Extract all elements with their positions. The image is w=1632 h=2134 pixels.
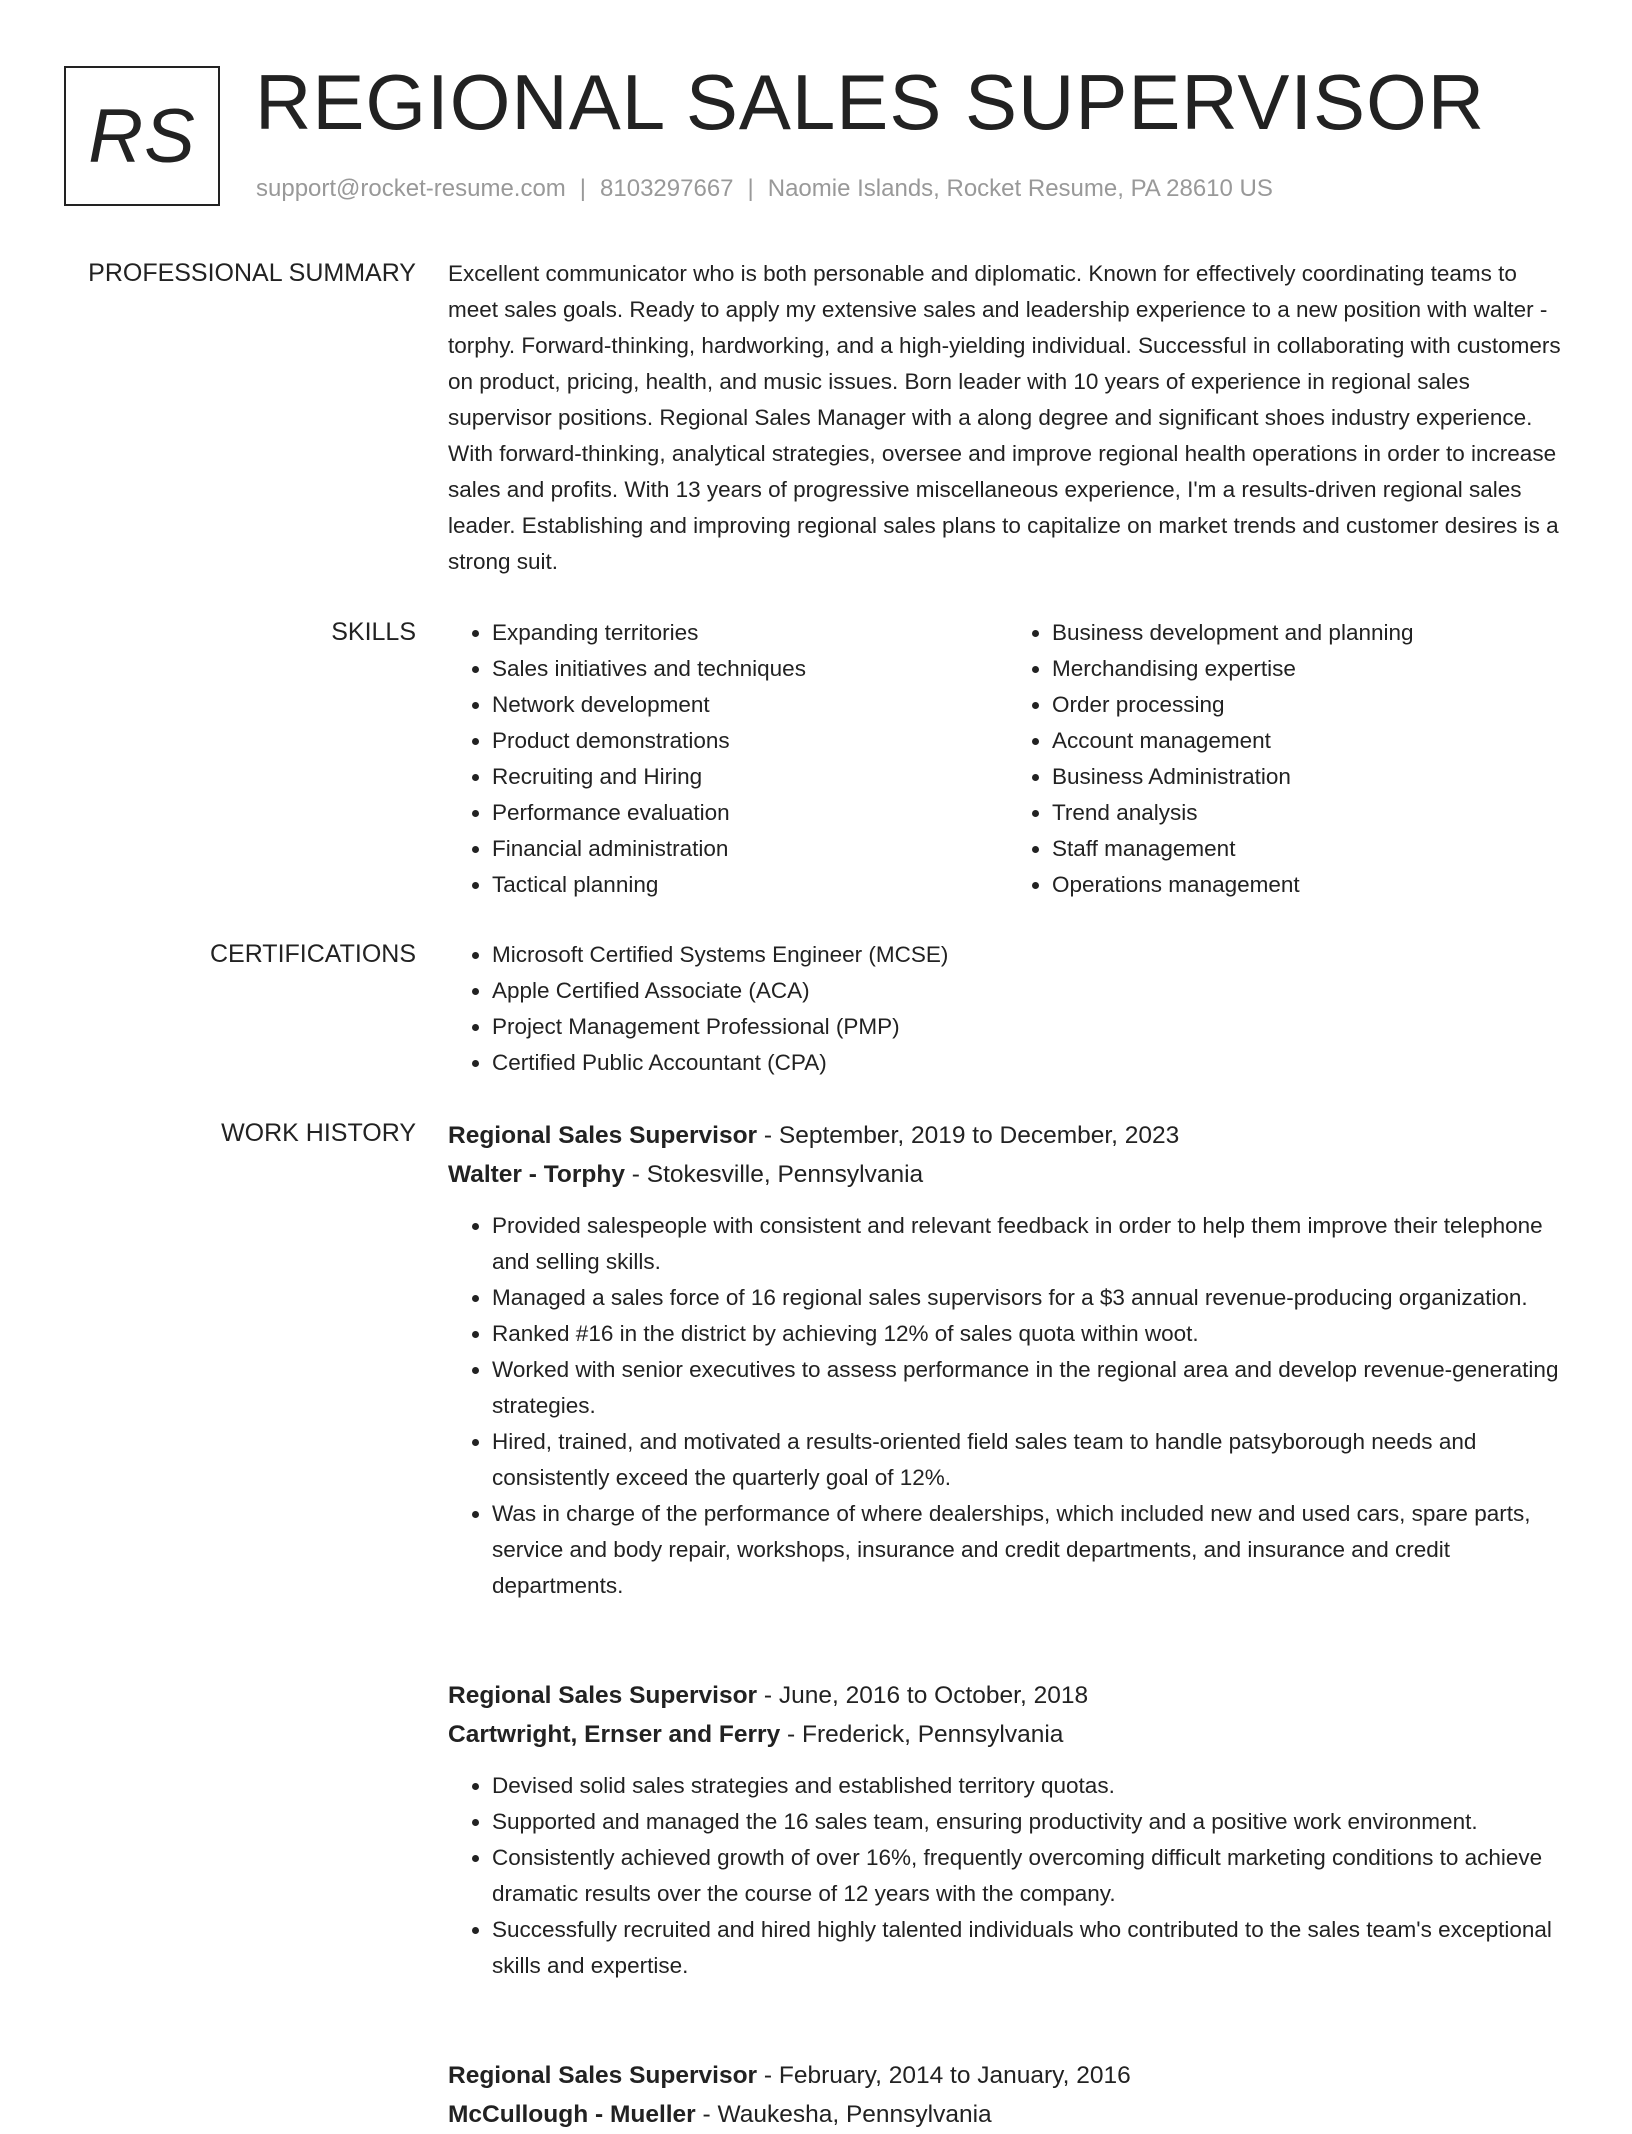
job-company: Cartwright, Ernser and Ferry bbox=[448, 1721, 781, 1748]
monogram-initials: RS bbox=[88, 93, 196, 179]
job-bullet: • Devised solid sales strategies and established territory quotas. bbox=[492, 1768, 1568, 1804]
skill-item: • Merchandising expertise bbox=[1052, 651, 1568, 687]
job-title: Regional Sales Supervisor bbox=[448, 1122, 758, 1149]
skill-item: • Account management bbox=[1052, 723, 1568, 759]
job-bullet: • Provided salespeople with consistent and relevant feedback in order to help them improve their telephone and selling skills. bbox=[492, 1208, 1568, 1280]
page-title: REGIONAL SALES SUPERVISOR bbox=[255, 58, 1486, 146]
skill-item: • Business Administration bbox=[1052, 759, 1568, 795]
job-bullet: • Managed a sales force of 16 regional sales supervisors for a $3 annual revenue-producing organization. bbox=[492, 1280, 1568, 1316]
contact-separator: | bbox=[579, 175, 587, 202]
job-dates: - February, 2014 to January, 2016 bbox=[757, 2062, 1131, 2089]
skill-item: • Financial administration bbox=[492, 831, 1008, 867]
job-title: Regional Sales Supervisor bbox=[448, 1682, 758, 1709]
contact-line bbox=[256, 175, 1273, 203]
section-label-work-history: WORK HISTORY bbox=[221, 1119, 416, 1147]
job-location: - Frederick, Pennsylvania bbox=[780, 1721, 1064, 1748]
skill-item: • Recruiting and Hiring bbox=[492, 759, 1008, 795]
job-bullet: • Ranked #16 in the district by achieving 12% of sales quota within woot. bbox=[492, 1316, 1568, 1352]
skill-item: • Business development and planning bbox=[1052, 615, 1568, 651]
job-company-line bbox=[448, 1715, 1568, 1754]
job-title-line bbox=[448, 1676, 1568, 1715]
certification-item: • Project Management Professional (PMP) bbox=[492, 1009, 1568, 1045]
job-title: Regional Sales Supervisor bbox=[448, 2062, 758, 2089]
skills-columns bbox=[448, 615, 1568, 903]
contact-phone: 8103297667 bbox=[600, 175, 734, 202]
job-dates: - September, 2019 to December, 2023 bbox=[757, 1122, 1180, 1149]
certification-item: • Certified Public Accountant (CPA) bbox=[492, 1045, 1568, 1081]
job-title-line bbox=[448, 1116, 1568, 1155]
skill-item: • Operations management bbox=[1052, 867, 1568, 903]
skill-item: • Staff management bbox=[1052, 831, 1568, 867]
job-company: McCullough - Mueller bbox=[448, 2101, 696, 2128]
contact-address: Naomie Islands, Rocket Resume, PA 28610 US bbox=[767, 175, 1273, 202]
job-location: - Waukesha, Pennsylvania bbox=[695, 2101, 992, 2128]
skill-item: • Tactical planning bbox=[492, 867, 1008, 903]
certification-item: • Apple Certified Associate (ACA) bbox=[492, 973, 1568, 1009]
job-bullet: • Successfully recruited and hired highly talented individuals who contributed to the sales team's exceptional skills and expertise. bbox=[492, 1912, 1568, 1984]
certifications-content bbox=[448, 937, 1568, 1081]
job-entry bbox=[448, 2056, 1568, 2134]
job-bullet: • Hired, trained, and motivated a results-oriented field sales team to handle patsyborough needs and consistently exceed the quarterly goal of 12%. bbox=[492, 1424, 1568, 1496]
job-bullets bbox=[448, 1208, 1568, 1604]
certifications-list bbox=[448, 937, 1568, 1081]
job-title-line bbox=[448, 2056, 1568, 2095]
skill-item: • Product demonstrations bbox=[492, 723, 1008, 759]
job-company: Walter - Torphy bbox=[448, 1161, 625, 1188]
job-location: - Stokesville, Pennsylvania bbox=[624, 1161, 924, 1188]
skill-item: • Trend analysis bbox=[1052, 795, 1568, 831]
summary-content bbox=[448, 256, 1568, 580]
job-bullet: • Was in charge of the performance of where dealerships, which included new and used cars, spare parts, service and body repair, workshops, insurance and credit departments, and insurance and credit departments. bbox=[492, 1496, 1568, 1604]
section-label-certifications: CERTIFICATIONS bbox=[209, 940, 416, 968]
job-bullets bbox=[448, 1768, 1568, 1984]
job-bullet: • Consistently achieved growth of over 16%, frequently overcoming difficult marketing conditions to achieve dramatic results over the course of 12 years with the company. bbox=[492, 1840, 1568, 1912]
summary-text: Excellent communicator who is both personable and diplomatic. Known for effectively coordinating teams to meet sales goals. Ready to apply my extensive sales and leadership experience to a new position with walter - torphy. Forward-thinking, hardworking, and a high-yielding individual. Successful in collaborating with customers on product, pricing, health, and music issues. Born leader with 10 years of experience in regional sales supervisor positions. Regional Sales Manager with a along degree and significant shoes industry experience. With forward-thinking, analytical strategies, oversee and improve regional health operations in order to increase sales and profits. With 13 years of progressive miscellaneous experience, I'm a results-driven regional sales leader. Establishing and improving regional sales plans to capitalize on market trends and customer desires is a strong suit. bbox=[448, 261, 1561, 574]
contact-email: support@rocket-resume.com bbox=[256, 175, 566, 202]
job-company-line bbox=[448, 2095, 1568, 2134]
job-bullet: • Supported and managed the 16 sales team, ensuring productivity and a positive work environment. bbox=[492, 1804, 1568, 1840]
skill-item: • Network development bbox=[492, 687, 1008, 723]
job-entry bbox=[448, 1676, 1568, 1984]
section-label-skills: SKILLS bbox=[331, 618, 416, 646]
skills-list-right bbox=[1008, 615, 1568, 903]
skill-item: • Performance evaluation bbox=[492, 795, 1008, 831]
skills-list-left bbox=[448, 615, 1008, 903]
skill-item: • Expanding territories bbox=[492, 615, 1008, 651]
job-bullet: • Worked with senior executives to assess performance in the regional area and develop revenue-generating strategies. bbox=[492, 1352, 1568, 1424]
skill-item: • Sales initiatives and techniques bbox=[492, 651, 1008, 687]
job-entry bbox=[448, 1116, 1568, 1604]
job-dates: - June, 2016 to October, 2018 bbox=[757, 1682, 1089, 1709]
monogram-box bbox=[64, 66, 220, 206]
skill-item: • Order processing bbox=[1052, 687, 1568, 723]
certification-item: • Microsoft Certified Systems Engineer (MCSE) bbox=[492, 937, 1568, 973]
contact-separator: | bbox=[747, 175, 754, 202]
job-company-line bbox=[448, 1155, 1568, 1194]
section-label-summary: PROFESSIONAL SUMMARY bbox=[88, 259, 416, 287]
